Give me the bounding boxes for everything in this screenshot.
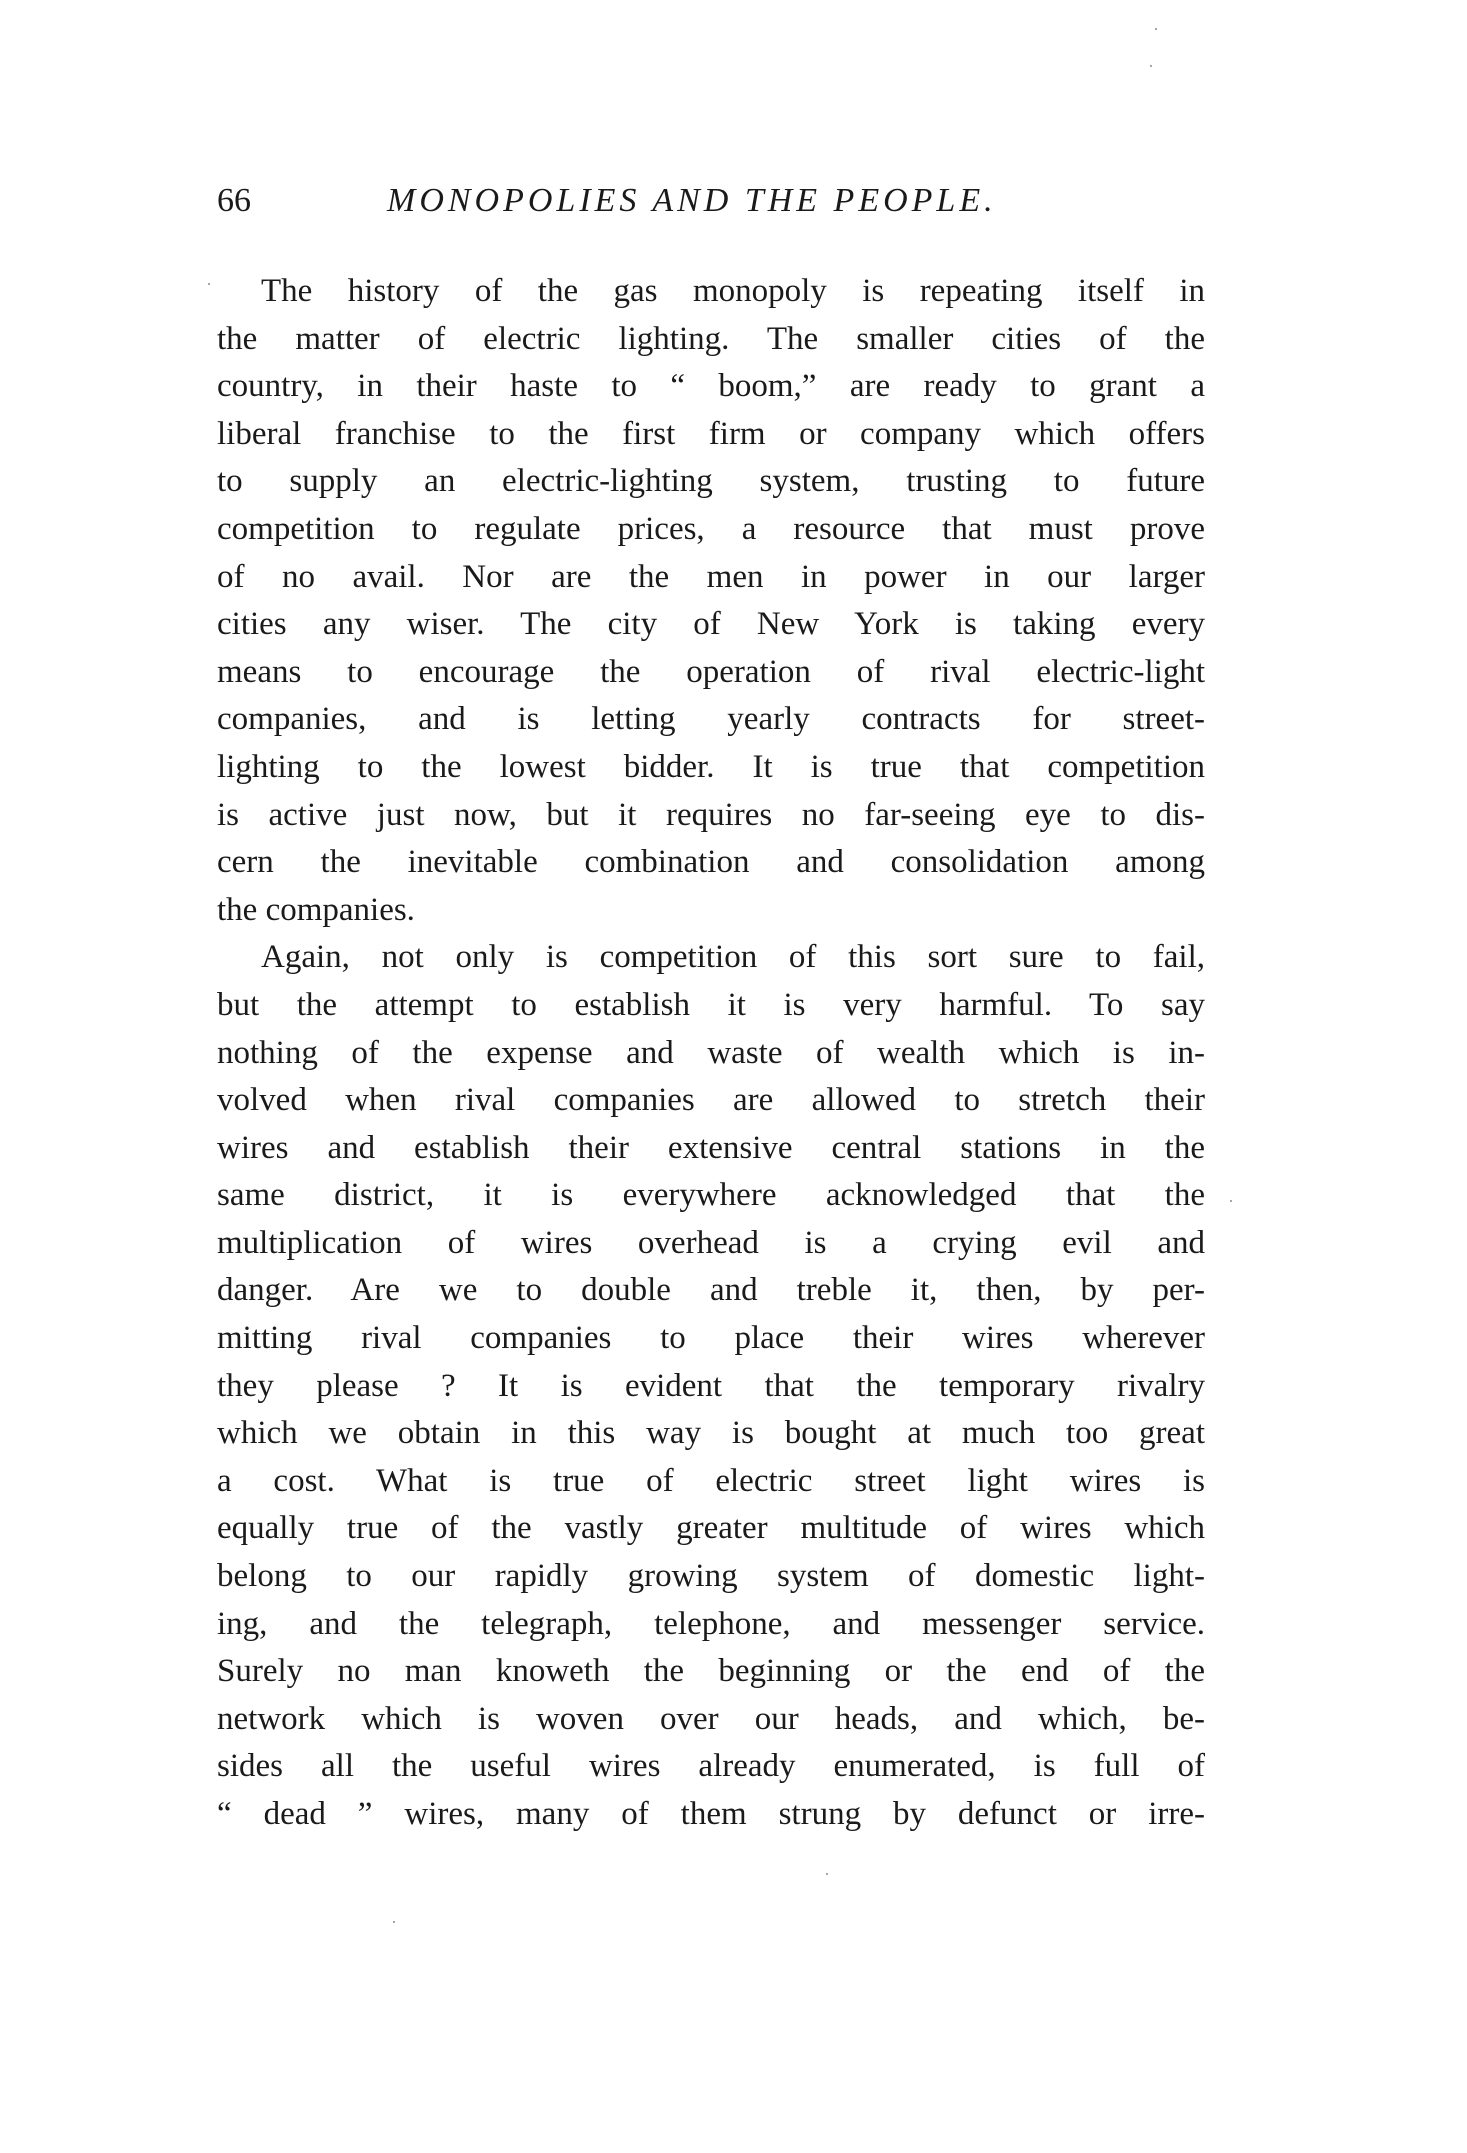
paragraph-2: [217, 934, 1205, 1838]
text-line: which we obtain in this way is bought at much too great: [217, 1415, 1205, 1452]
scan-speck: [826, 1873, 828, 1875]
text-line: lighting to the lowest bidder. It is true that competition: [217, 748, 1205, 785]
body-text: [217, 268, 1205, 1839]
text-line: network which is woven over our heads, and which, be-: [217, 1700, 1205, 1737]
scan-speck: [208, 283, 210, 285]
scan-speck: [1230, 1200, 1232, 1202]
text-line: they please ? It is evident that the temporary rivalry: [217, 1367, 1205, 1404]
text-line: companies, and is letting yearly contracts for street-: [217, 701, 1205, 738]
running-title: MONOPOLIES AND THE PEOPLE.: [387, 182, 997, 219]
text-line: ing, and the telegraph, telephone, and messenger service.: [217, 1605, 1205, 1642]
text-line: a cost. What is true of electric street light wires is: [217, 1462, 1205, 1499]
text-line: equally true of the vastly greater multitude of wires which: [217, 1510, 1205, 1547]
scan-speck: [1155, 28, 1157, 30]
text-line: is active just now, but it requires no far-seeing eye to dis-: [217, 796, 1205, 833]
text-line: mitting rival companies to place their wires wherever: [217, 1320, 1205, 1357]
text-line: the matter of electric lighting. The smaller cities of the: [217, 320, 1205, 357]
text-line: belong to our rapidly growing system of domestic light-: [217, 1558, 1205, 1595]
text-line: Again, not only is competition of this sort sure to fail,: [261, 939, 1205, 976]
text-line: but the attempt to establish it is very harmful. To say: [217, 986, 1205, 1023]
text-line: country, in their haste to “ boom,” are ready to grant a: [217, 368, 1205, 405]
text-line: The history of the gas monopoly is repeating itself in: [261, 273, 1205, 309]
text-line: multiplication of wires overhead is a crying evil and: [217, 1224, 1205, 1261]
scan-speck: [393, 1921, 395, 1923]
text-line: liberal franchise to the first firm or company which offers: [217, 415, 1205, 452]
text-line: nothing of the expense and waste of wealth which is in-: [217, 1034, 1205, 1071]
page-number: 66: [217, 182, 251, 219]
scan-speck: [1150, 65, 1152, 67]
text-line: Surely no man knoweth the beginning or the end of the: [217, 1653, 1205, 1690]
text-line: volved when rival companies are allowed to stretch their: [217, 1082, 1205, 1119]
text-line: means to encourage the operation of rival electric-light: [217, 653, 1205, 690]
text-line: cities any wiser. The city of New York is taking every: [217, 606, 1205, 643]
paragraph-1: [217, 268, 1205, 934]
text-line: “ dead ” wires, many of them strung by defunct or irre-: [217, 1796, 1205, 1832]
text-line: sides all the useful wires already enumerated, is full of: [217, 1748, 1205, 1785]
running-head: [217, 176, 1207, 226]
text-line: wires and establish their extensive central stations in the: [217, 1129, 1205, 1166]
text-line: same district, it is everywhere acknowledged that the: [217, 1177, 1205, 1214]
text-line: the companies.: [217, 891, 415, 928]
text-line: competition to regulate prices, a resource that must prove: [217, 510, 1205, 547]
text-line: danger. Are we to double and treble it, then, by per-: [217, 1272, 1205, 1309]
text-line: cern the inevitable combination and consolidation among: [217, 844, 1205, 881]
text-line: to supply an electric-lighting system, trusting to future: [217, 463, 1205, 500]
text-line: of no avail. Nor are the men in power in our larger: [217, 558, 1205, 595]
